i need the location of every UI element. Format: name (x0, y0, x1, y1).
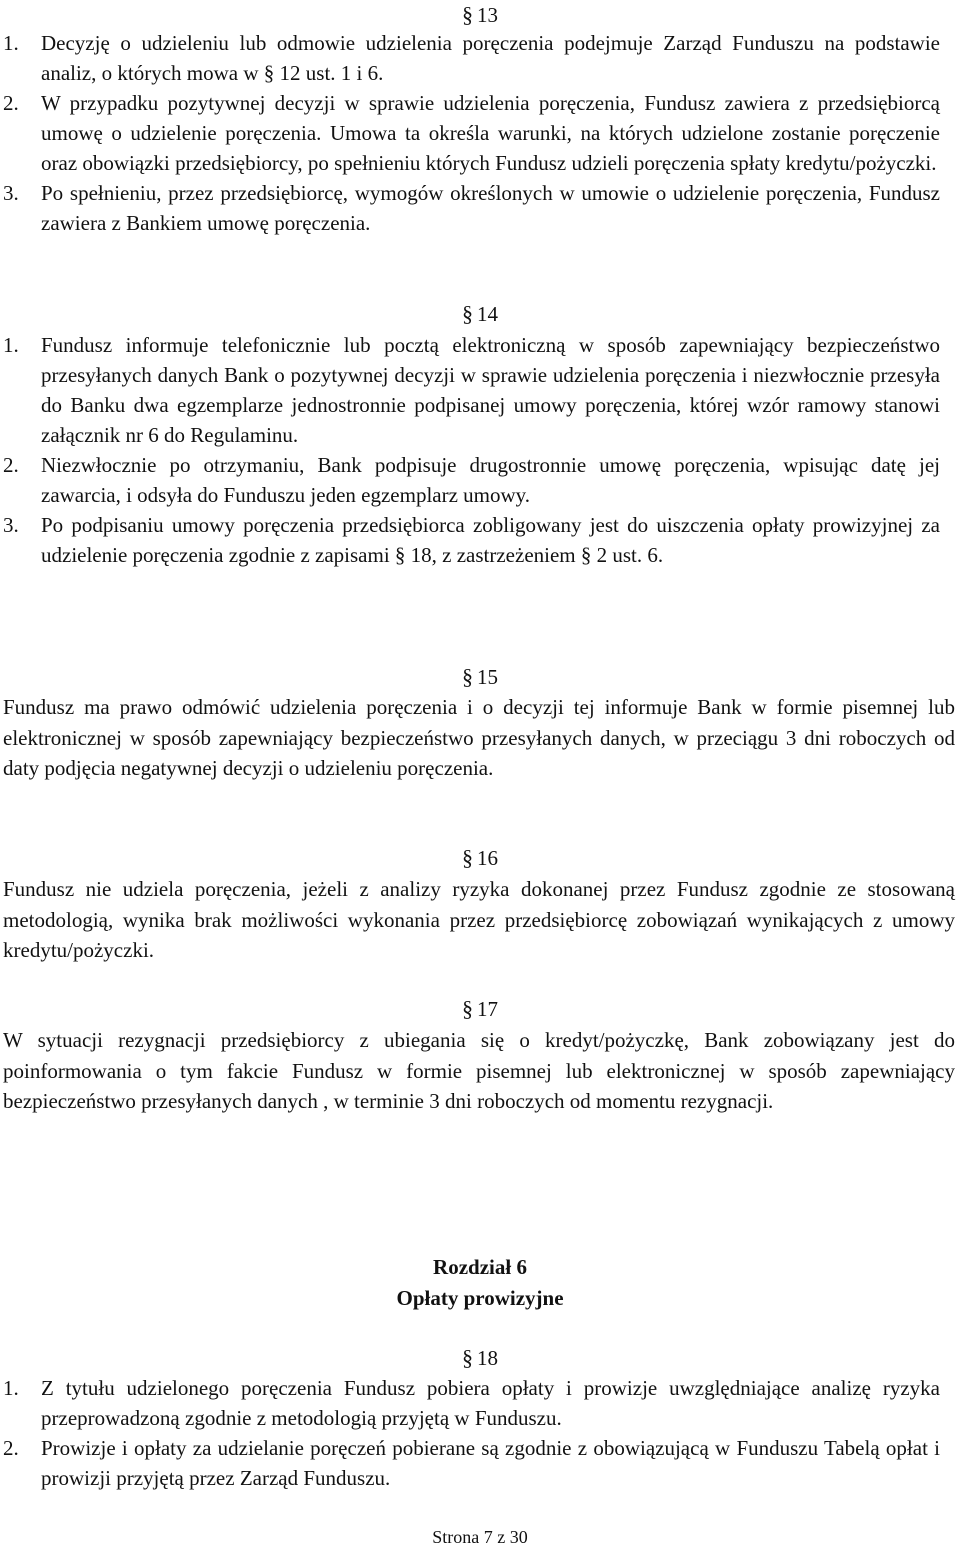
item-number: 2. (3, 453, 19, 477)
item-text: Z tytułu udzielonego poręczenia Fundusz pobiera opłaty i prowizje uwzględniające analizę ryzyka przeprowadzoną zgodnie z metodologią przyjętą w Funduszu. (41, 1376, 940, 1430)
item-number: 1. (3, 1376, 19, 1400)
chapter-subtitle: Opłaty prowizyjne (396, 1286, 564, 1310)
section-17-paragraph: W sytuacji rezygnacji przedsiębiorcy z ubiegania się o kredyt/pożyczkę, Bank zobowiązany jest do poinformowania o tym fakcie Fundusz w formie pisemnej lub elektronicznej w sposób zapewniający bezpieczeństwo przesyłanych danych , w terminie 3 dni roboczych od momentu rezygnacji. (3, 1028, 955, 1113)
section-number: 13 (477, 3, 498, 27)
item-text: W przypadku pozytywnej decyzji w sprawie udzielenia poręczenia, Fundusz zawiera z przedsiębiorcą umowę o udzielenie poręczenia. Umowa ta określa warunki, na których udzielone zostanie poręczenie oraz obowiązki przedsiębiorcy, po spełnieniu których Fundusz udzieli poręczenia spłaty kredytu/pożyczki. (41, 91, 940, 175)
section-15-heading (0, 662, 960, 692)
list-item (0, 28, 940, 88)
item-text: Prowizje i opłaty za udzielanie poręczeń pobierane są zgodnie z obowiązującą w Funduszu Tabelą opłat i prowizji przyjętą przez Zarząd Funduszu. (41, 1436, 940, 1490)
item-number: 3. (3, 181, 19, 205)
section-symbol: § (462, 996, 473, 1021)
list-item (0, 510, 940, 570)
section-18-heading (0, 1343, 960, 1373)
item-number: 3. (3, 513, 19, 537)
section-13-heading (0, 0, 960, 30)
list-item (0, 88, 940, 178)
section-16-paragraph: Fundusz nie udziela poręczenia, jeżeli z analizy ryzyka dokonanej przez Fundusz zgodnie ze stosowaną metodologią, wynika brak możliwości wykonania przez przedsiębiorcę zobowiązań wynikających z umowy kredytu/pożyczki. (3, 877, 955, 962)
section-15-paragraph: Fundusz ma prawo odmówić udzielenia poręczenia i o decyzji tej informuje Bank w formie pisemnej lub elektronicznej w sposób zapewniający bezpieczeństwo przesyłanych danych, w przeciągu 3 dni roboczych od daty podjęcia negatywnej decyzji o udzieleniu poręczenia. (3, 695, 955, 780)
list-item (0, 330, 940, 450)
section-17-heading (0, 994, 960, 1024)
item-text: Decyzję o udzieleniu lub odmowie udzielenia poręczenia podejmuje Zarząd Funduszu na podstawie analiz, o których mowa w § 12 ust. 1 i 6. (41, 31, 940, 85)
section-number: 17 (477, 997, 498, 1021)
item-number: 1. (3, 333, 19, 357)
item-text: Po spełnieniu, przez przedsiębiorcę, wymogów określonych w umowie o udzielenie poręczenia, Fundusz zawiera z Bankiem umowę poręczenia. (41, 181, 940, 235)
list-item (0, 178, 940, 238)
list-item (0, 1373, 940, 1433)
section-13-list (0, 28, 940, 238)
item-text: Niezwłocznie po otrzymaniu, Bank podpisuje drugostronnie umowę poręczenia, wpisując datę jej zawarcia, i odsyła do Funduszu jeden egzemplarz umowy. (41, 453, 940, 507)
item-text: Po podpisaniu umowy poręczenia przedsiębiorca zobligowany jest do uiszczenia opłaty prowizyjnej za udzielenie poręczenia zgodnie z zapisami § 18, z zastrzeżeniem § 2 ust. 6. (41, 513, 940, 567)
item-number: 2. (3, 91, 19, 115)
chapter-title: Rozdział 6 (433, 1255, 527, 1279)
section-number: 14 (477, 302, 498, 326)
section-number: 16 (477, 846, 498, 870)
page-footer: Strona 7 z 30 (432, 1527, 528, 1547)
section-symbol: § (462, 664, 473, 689)
section-symbol: § (462, 1345, 473, 1370)
section-number: 18 (477, 1346, 498, 1370)
section-18-list (0, 1373, 940, 1493)
section-symbol: § (462, 2, 473, 27)
item-number: 1. (3, 31, 19, 55)
item-text: Fundusz informuje telefonicznie lub pocztą elektroniczną w sposób zapewniający bezpieczeństwo przesyłanych danych Bank o pozytywnej decyzji w sprawie udzielenia poręczenia i niezwłocznie przesyła do Banku dwa egzemplarze jednostronnie podpisanej umowy poręczenia, której wzór ramowy stanowi załącznik nr 6 do Regulaminu. (41, 333, 940, 447)
section-number: 15 (477, 665, 498, 689)
section-14-list (0, 330, 940, 570)
list-item (0, 1433, 940, 1493)
item-number: 2. (3, 1436, 19, 1460)
list-item (0, 450, 940, 510)
section-16-heading (0, 843, 960, 873)
section-symbol: § (462, 301, 473, 326)
section-symbol: § (462, 845, 473, 870)
section-14-heading (0, 299, 960, 329)
